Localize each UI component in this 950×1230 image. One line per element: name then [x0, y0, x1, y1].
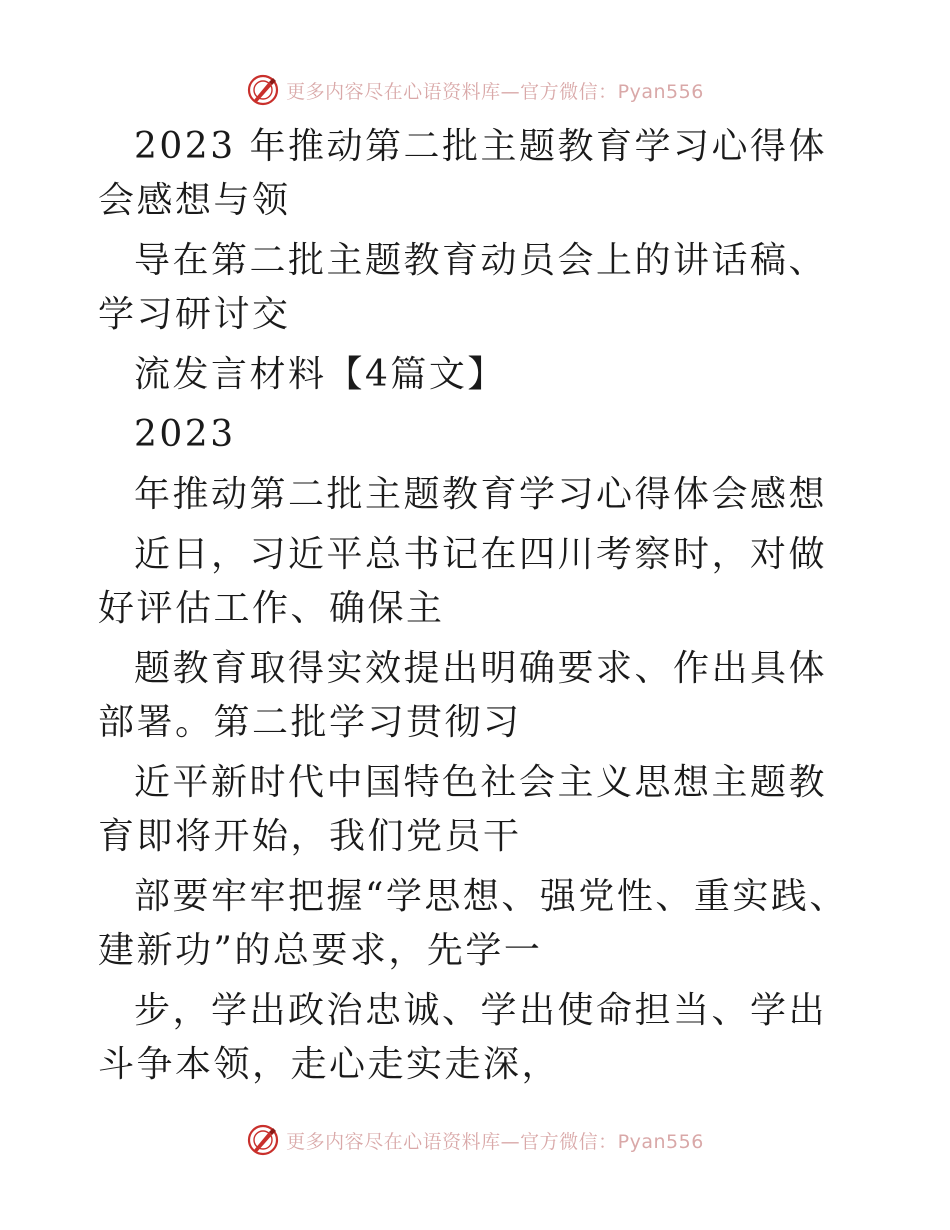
paragraph: 近平新时代中国特色社会主义思想主题教育即将开始，我们党员干 [98, 762, 828, 857]
document-body [98, 120, 858, 1098]
paragraph: 导在第二批主题教育动员会上的讲话稿、学习研讨交 [98, 240, 828, 335]
paragraph: 近日，习近平总书记在四川考察时，对做好评估工作、确保主 [98, 534, 828, 629]
header-watermark [0, 70, 950, 110]
pen-logo-icon [246, 1123, 280, 1157]
pen-logo-icon [246, 73, 280, 107]
paragraph: 流发言材料【4篇文】 [134, 354, 506, 395]
paragraph: 2023 年推动第二批主题教育学习心得体会感想与领 [98, 126, 828, 221]
paragraph: 部要牢牢把握“学思想、强党性、重实践、建新功”的总要求，先学一 [98, 876, 848, 971]
paragraph: 题教育取得实效提出明确要求、作出具体部署。第二批学习贯彻习 [98, 648, 828, 743]
paragraph: 步，学出政治忠诚、学出使命担当、学出斗争本领，走心走实走深， [98, 990, 828, 1085]
paragraph: 年推动第二批主题教育学习心得体会感想 [134, 474, 828, 515]
watermark-text: 更多内容尽在心语资料库—官方微信：Pyan556 [286, 1130, 704, 1153]
watermark-text: 更多内容尽在心语资料库—官方微信：Pyan556 [286, 80, 704, 103]
footer-watermark [0, 1120, 950, 1160]
paragraph: 2023 [134, 414, 236, 455]
